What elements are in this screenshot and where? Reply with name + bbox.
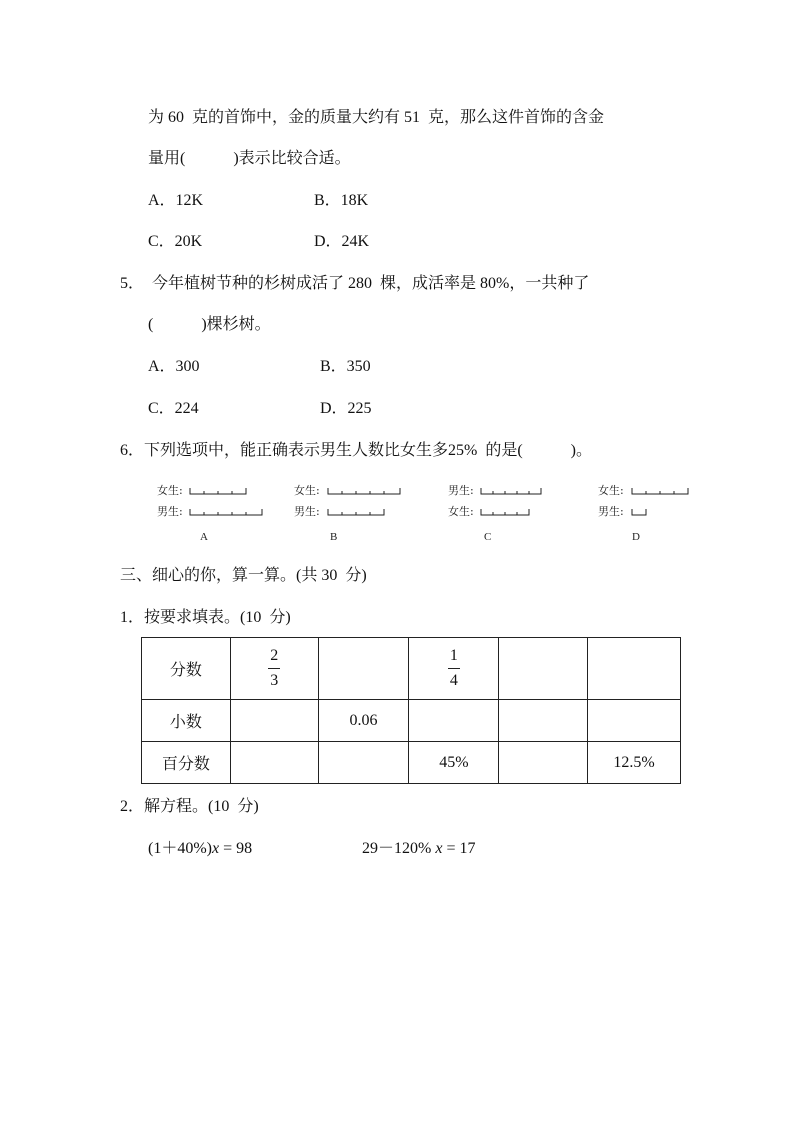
q6-line1: 6．下列选项中，能正确表示男生人数比女生多25% 的是( )。 <box>120 442 592 459</box>
fraction-bar <box>448 668 460 669</box>
q5-option-c: C．224 <box>148 400 199 417</box>
cell-fraction-2 <box>318 638 409 700</box>
diagram-a-top-segment <box>190 486 250 496</box>
q4-option-b: B．18K <box>314 192 369 209</box>
diagram-c-bottom-label: 女生: <box>448 505 474 518</box>
q4-option-d: D．24K <box>314 233 370 250</box>
cell-decimal-3 <box>409 700 499 742</box>
cell-percent-4 <box>499 742 588 784</box>
equation-2-variable: x <box>435 840 443 857</box>
q4-line2: 量用( )表示比较合适。 <box>148 150 351 167</box>
fraction-one-quarter <box>448 647 460 690</box>
row-header-percent: 百分数 <box>142 742 231 784</box>
equation-2 <box>362 839 475 859</box>
diagram-d-bottom-label: 男生: <box>598 505 624 518</box>
q4-option-a: A．12K <box>148 192 204 209</box>
q3-1-title: 1．按要求填表。(10 分) <box>120 609 291 626</box>
fraction-numerator: 2 <box>270 647 279 664</box>
fraction-two-thirds <box>268 647 280 690</box>
equation-1-right: = 98 <box>219 840 253 857</box>
fraction-denominator: 3 <box>270 672 279 689</box>
cell-fraction-4 <box>499 638 588 700</box>
diagram-d-bottom-segment <box>632 507 652 517</box>
q5-line1: 5． 今年植树节种的杉树成活了 280 棵，成活率是 80%，一共种了 <box>120 275 590 292</box>
diagram-a-bottom-segment <box>190 507 266 517</box>
diagram-d-top-segment <box>632 486 694 496</box>
cell-percent-3: 45% <box>409 742 499 784</box>
cell-percent-1 <box>230 742 318 784</box>
cell-fraction-1 <box>230 638 318 700</box>
diagram-a-letter: A <box>200 531 208 543</box>
equation-2-right: = 17 <box>442 840 476 857</box>
fraction-denominator: 4 <box>449 672 458 689</box>
cell-percent-5: 12.5% <box>588 742 681 784</box>
diagram-c-letter: C <box>484 531 492 543</box>
table-row-decimal <box>142 700 681 742</box>
row-header-fraction: 分数 <box>142 638 231 700</box>
cell-fraction-3 <box>409 638 499 700</box>
fraction-numerator: 1 <box>449 647 458 664</box>
diagram-b-bottom-segment <box>328 507 388 517</box>
diagram-a-top-label: 女生: <box>157 484 183 497</box>
cell-fraction-5 <box>588 638 681 700</box>
row-header-decimal: 小数 <box>142 700 231 742</box>
cell-decimal-2: 0.06 <box>318 700 409 742</box>
table-row-percent <box>142 742 681 784</box>
diagram-d-top-label: 女生: <box>598 484 624 497</box>
cell-percent-2 <box>318 742 409 784</box>
equation-1 <box>148 839 252 859</box>
section3-heading: 三、细心的你，算一算。(共 30 分) <box>120 567 367 584</box>
q5-option-d: D．225 <box>320 400 372 417</box>
diagram-b-top-segment <box>328 486 404 496</box>
cell-decimal-5 <box>588 700 681 742</box>
q3-2-title: 2．解方程。(10 分) <box>120 798 259 815</box>
conversion-table <box>141 637 681 784</box>
diagram-b-top-label: 女生: <box>294 484 320 497</box>
diagram-c-top-label: 男生: <box>448 484 474 497</box>
equation-1-variable: x <box>212 840 220 857</box>
cell-decimal-1 <box>230 700 318 742</box>
diagram-b-bottom-label: 男生: <box>294 505 320 518</box>
q5-line2: ( )棵杉树。 <box>148 316 271 333</box>
fraction-bar <box>268 668 280 669</box>
q4-line1: 为 60 克的首饰中，金的质量大约有 51 克，那么这件首饰的含金 <box>148 109 605 126</box>
diagram-d-letter: D <box>632 531 640 543</box>
diagram-c-bottom-segment <box>481 507 535 517</box>
diagram-b-letter: B <box>330 531 338 543</box>
table-row-fraction <box>142 638 681 700</box>
diagram-c-top-segment <box>481 486 547 496</box>
equation-2-left: 29－120% <box>362 840 436 857</box>
q5-option-a: A．300 <box>148 358 200 375</box>
q5-option-b: B．350 <box>320 358 371 375</box>
diagram-a-bottom-label: 男生: <box>157 505 183 518</box>
equation-1-left: (1＋40%) <box>148 840 212 857</box>
cell-decimal-4 <box>499 700 588 742</box>
q4-option-c: C．20K <box>148 233 203 250</box>
